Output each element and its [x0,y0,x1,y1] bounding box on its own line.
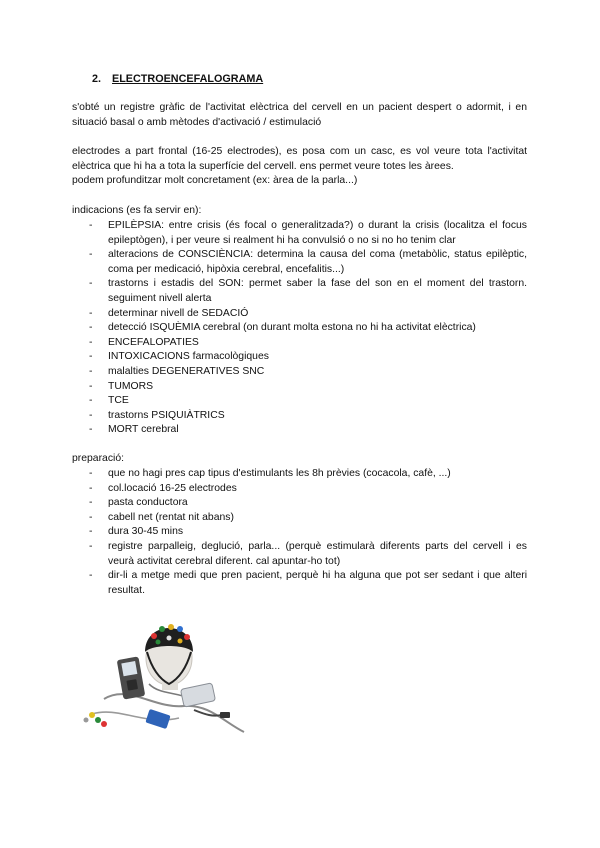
list-item: - dura 30-45 mins [72,525,527,540]
indications-label: indicacions (es fa servir en): [72,205,202,216]
list-item: - TUMORS [72,380,527,395]
list-item: - EPILÈPSIA: entre crisis (és focal o generalitzada?) o durant la crisis (localitza el focus epileptògen), i per veure si realment hi ha convulsió o no si no ho tenim clar [72,219,527,248]
list-item: - dir-li a metge medi que pren pacient, perquè hi ha alguna que pot ser sedant i que alteri resultat. [72,569,527,598]
intro-paragraph [72,101,527,130]
eeg-cap-equipment-icon [74,614,254,739]
preparation-list [72,467,527,598]
list-item: - col.locació 16-25 electrodes [72,482,527,497]
list-item: - ENCEFALOPATIES [72,336,527,351]
list-item: - registre parpalleig, deglució, parla... (perquè estimularà diferents parts del cervell i es veurà activitat cerebral diferent. cal apuntar-ho tot) [72,540,527,569]
list-item: - MORT cerebral [72,423,527,438]
list-item: - TCE [72,394,527,409]
list-item: - que no hagi pres cap tipus d'estimulants les 8h prèvies (cocacola, cafè, ...) [72,467,527,482]
section-title: ELECTROENCEFALOGRAMA [112,73,264,85]
electrodes-text-2: podem profunditzar molt concretament (ex: àrea de la parla...) [72,175,358,187]
list-item: - pasta conductora [72,496,527,511]
section-number: 2. [92,73,102,85]
electrodes-paragraph [72,145,527,189]
indications-list [72,219,527,438]
electrodes-text-1: electrodes a part frontal (16-25 electrodes), es posa com un casc, es vol veure tota l'activitat elèctrica que hi ha a tota la superfície del cervell. ens permet veure totes les àrees. [72,146,527,172]
list-item: - malalties DEGENERATIVES SNC [72,365,527,380]
intro-text: s'obté un registre gràfic de l'activitat elèctrica del cervell en un pacient despert o adormit, i en situació basal o amb mètodes d'activació / estimulació [72,102,527,128]
list-item: - trastorns PSIQUIÀTRICS [72,409,527,424]
list-item: - trastorns i estadis del SON: permet saber la fase del son en el moment del trastorn. seguiment nivell alerta [72,277,527,306]
preparation-label: preparació: [72,453,124,464]
section-heading [92,72,263,87]
list-item: - alteracions de CONSCIÈNCIA: determina la causa del coma (metabòlic, status epilèptic, coma per medicació, hipòxia cerebral, encefalitis...) [72,248,527,277]
list-item: - detecció ISQUÈMIA cerebral (on durant molta estona no hi ha activitat elèctrica) [72,321,527,336]
list-item: - INTOXICACIONS farmacològiques [72,350,527,365]
list-item: - determinar nivell de SEDACIÓ [72,307,527,322]
list-item: - cabell net (rentat nit abans) [72,511,527,526]
